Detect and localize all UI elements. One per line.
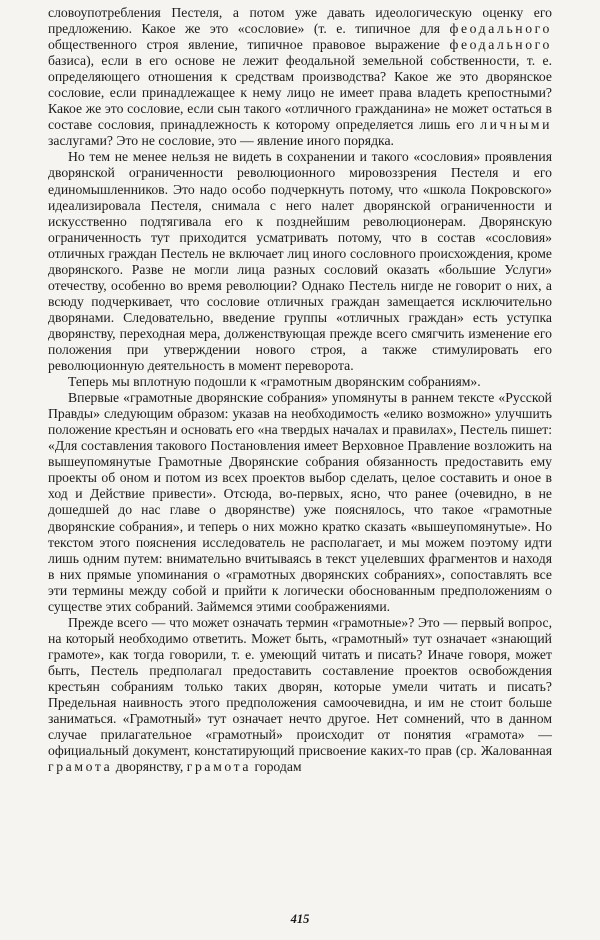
text-run: общественного строя явление, типичное правовое выражение [48,37,450,53]
text-run: базиса), если в его основе не лежит феодальной земельной собственности, т. е. определяющего отношения к средствам производства? Какое же это дворянское сословие, если принадлежащее к нему лицо не имеет права владеть крепостными? Какое же это сословие, если сын такого «отличного гражданина» не может остаться в составе сословия, принадлежность к которому определяется лишь его [48,53,552,133]
text-run: заслугами? Это не сословие, это — явление иного порядка. [48,133,394,149]
spaced-emphasis: личными [480,117,552,133]
text-run: Прежде всего — что может означать термин «грамотные»? Это — первый вопрос, на который необходимо ответить. Может быть, «грамотный» тут означает «знающий грамоте», как тогда говорили, т. е. умеющий читать и писать? Иначе говоря, может быть, Пестель предполагал предоставить составление проектов освобождения крестьян собраниям только таких дворян, которые умели читать и писать? Предельная наивность этого предположения самоочевидна, и им не стоит больше заниматься. «Грамотный» тут означает нечто другое. Нет сомнений, что в данном случае прилагательное «грамотный» происходит от понятия «грамота» — официальный документ, констатирующий присвоение каких-то прав (ср. Жалованная [48,614,552,759]
paragraph [48,374,552,390]
spaced-emphasis: феодального [449,21,552,37]
text-run: городам [251,759,302,775]
spaced-emphasis: грамота [48,759,113,775]
paragraph [48,390,552,615]
paragraph [48,5,552,149]
paragraph [48,149,552,374]
text-run: Но тем не менее нельзя не видеть в сохранении и такого «сословия» проявления дворянской ограниченности революционного мировоззрения Пестеля и его единомышленников. Это надо особо подчеркнуть потому, что «школа Покровского» идеализировала Пестеля, снимала с него налет дворянской ограниченности и искусственно подтягивала его к позднейшим революционерам. Дворянскую ограниченность тут приходится усматривать потому, что в состав «сословия» отличных граждан Пестель не включает лиц иного сословного происхождения, кроме дворянского. Разве не могли лица разных сословий оказать «большие Услуги» отечеству, особенно во время революции? Однако Пестель нигде не говорит о них, а всюду подчеркивает, что сословие отличных граждан замещается исключительно дворянами. Следовательно, введение группы «отличных граждан» есть уступка дворянству, переходная мера, долженствующая прежде всего смягчить изменение его положения при утверждении нового строя, а также стимулировать его революционную деятельность в момент переворота. [48,149,552,374]
spaced-emphasis: феодального [449,37,552,53]
paragraph [48,615,552,775]
spaced-emphasis: грамота [186,759,252,775]
text-run: Впервые «грамотные дворянские собрания» упомянуты в раннем тексте «Русской Правды» следующим образом: указав на необходимость «елико возможно» улучшить положение крестьян и основать его «на твердых началах и правилах», Пестель пишет: «Для составления такового Постановления имеет Верховное Правление возложить на вышеупомянутые Грамотные Дворянские собрания обязанность предоставить ему проекты об оном и потом из всех проектов выбор сделать, целое составить и оное в ход и Действие привести». Отсюда, во-первых, ясно, что ранее (очевидно, в не дошедшей до нас главе о дворянстве) уже пояснялось, что такое «грамотные дворянские собрания», и теперь о них можно кратко сказать «вышеупомянутые». Но текстом этого пояснения исследователь не располагает, и мы можем поэтому идти лишь одним путем: внимательно вчитываясь в текст уцелевших фрагментов и находя в них прямые упоминания о «грамотных дворянских собраниях», сопоставлять все эти термины между собой и прийти к логически обоснованным предположениям о существе этих собраний. Займемся этими соображениями. [48,390,552,614]
text-run: словоупотребления Пестеля, а потом уже давать идеологическую оценку его предложению. Какое же это «сословие» (т. е. типичное для [48,5,552,37]
page-number: 415 [290,912,310,926]
text-run: Теперь мы вплотную подошли к «грамотным дворянским собраниям». [68,374,481,390]
text-column [48,5,552,775]
text-run: дворянству, [112,759,187,775]
